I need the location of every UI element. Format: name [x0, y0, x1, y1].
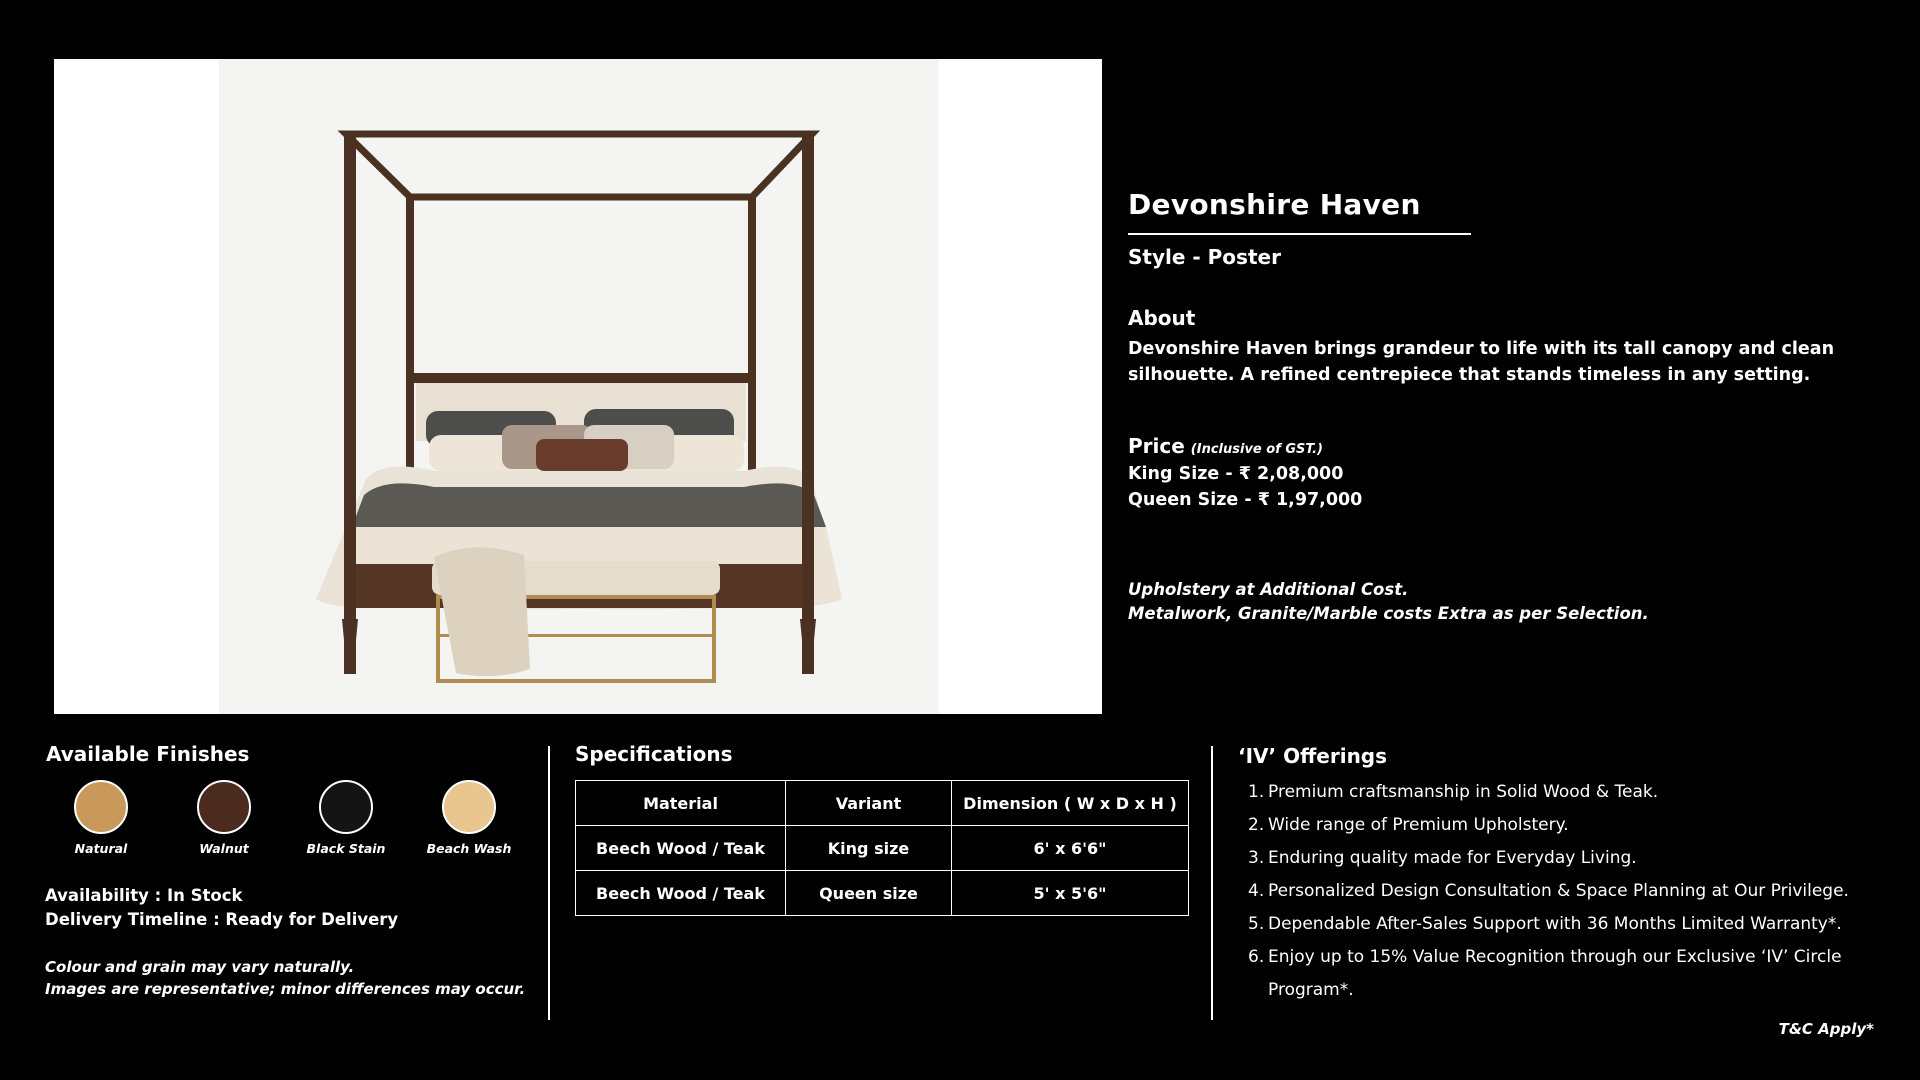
offerings-heading: ‘IV’ Offerings	[1238, 744, 1388, 768]
cell-variant: King size	[786, 826, 952, 871]
table-row	[576, 871, 1189, 916]
product-title: Devonshire Haven	[1128, 188, 1421, 221]
cell-dimension: 6' x 6'6"	[952, 826, 1189, 871]
price-gst-note: (Inclusive of GST.)	[1190, 442, 1323, 457]
upholstery-note: Upholstery at Additional Cost.	[1128, 580, 1409, 599]
list-item: 2. Wide range of Premium Upholstery.	[1248, 815, 1569, 835]
availability-status: Availability : In Stock	[45, 886, 243, 905]
finish-natural[interactable]	[40, 780, 162, 856]
finish-swatch[interactable]	[442, 780, 496, 834]
finish-label: Walnut	[199, 841, 249, 856]
specifications-table	[575, 780, 1189, 916]
cell-dimension: 5' x 5'6"	[952, 871, 1189, 916]
table-row	[576, 826, 1189, 871]
finishes-heading: Available Finishes	[46, 742, 250, 766]
specifications-heading: Specifications	[575, 742, 733, 766]
finish-swatch[interactable]	[319, 780, 373, 834]
product-style: Style - Poster	[1128, 245, 1281, 269]
four-poster-bed-illustration	[54, 59, 1102, 714]
finish-swatch[interactable]	[197, 780, 251, 834]
terms-apply: T&C Apply*	[1778, 1020, 1874, 1038]
offering-text: Personalized Design Consultation & Space Planning at Our Privilege.	[1268, 881, 1849, 901]
delivery-timeline: Delivery Timeline : Ready for Delivery	[45, 910, 399, 929]
finish-swatch[interactable]	[74, 780, 128, 834]
column-header-dimension: Dimension ( W x D x H )	[952, 781, 1189, 826]
cell-material: Beech Wood / Teak	[576, 871, 786, 916]
cell-material: Beech Wood / Teak	[576, 826, 786, 871]
offerings-list	[1248, 776, 1888, 1007]
image-disclaimer: Images are representative; minor differences may occur.	[45, 980, 526, 998]
list-item: 1. Premium craftsmanship in Solid Wood & Teak.	[1248, 782, 1659, 802]
colour-disclaimer: Colour and grain may vary naturally.	[45, 958, 355, 976]
finish-beach-wash[interactable]	[408, 780, 530, 856]
divider-right	[1211, 746, 1213, 1020]
table-header-row	[576, 781, 1189, 826]
column-header-material: Material	[576, 781, 786, 826]
column-header-variant: Variant	[786, 781, 952, 826]
finish-label: Natural	[74, 841, 128, 856]
price-heading-label: Price	[1128, 434, 1185, 458]
about-text: Devonshire Haven brings grandeur to life with its tall canopy and clean silhouette. A refined centrepiece that stands timeless in any setting.	[1128, 339, 1835, 385]
price-queen: Queen Size - ₹ 1,97,000	[1128, 490, 1363, 510]
offering-text: Enduring quality made for Everyday Living.	[1268, 848, 1637, 868]
offering-text: Dependable After-Sales Support with 36 Months Limited Warranty*.	[1268, 914, 1842, 934]
offering-text: Enjoy up to 15% Value Recognition through our Exclusive ‘IV’ Circle Program*.	[1268, 947, 1842, 1000]
finish-walnut[interactable]	[163, 780, 285, 856]
list-item: 5. Dependable After-Sales Support with 36 Months Limited Warranty*.	[1248, 914, 1842, 934]
list-item: 3. Enduring quality made for Everyday Living.	[1248, 848, 1637, 868]
offering-text: Premium craftsmanship in Solid Wood & Teak.	[1268, 782, 1659, 802]
extras-note: Metalwork, Granite/Marble costs Extra as per Selection.	[1128, 604, 1649, 623]
finish-black-stain[interactable]	[285, 780, 407, 856]
title-underline	[1128, 233, 1471, 235]
offering-text: Wide range of Premium Upholstery.	[1268, 815, 1569, 835]
about-heading: About	[1128, 306, 1196, 330]
list-item: 6. Enjoy up to 15% Value Recognition through our Exclusive ‘IV’ Circle Program*.	[1248, 947, 1842, 1000]
divider-left	[548, 746, 550, 1020]
product-image	[54, 59, 1102, 714]
price-king: King Size - ₹ 2,08,000	[1128, 464, 1344, 484]
list-item: 4. Personalized Design Consultation & Space Planning at Our Privilege.	[1248, 881, 1849, 901]
finish-label: Beach Wash	[426, 841, 512, 856]
cell-variant: Queen size	[786, 871, 952, 916]
price-heading	[1128, 434, 1323, 458]
finish-label: Black Stain	[306, 841, 386, 856]
